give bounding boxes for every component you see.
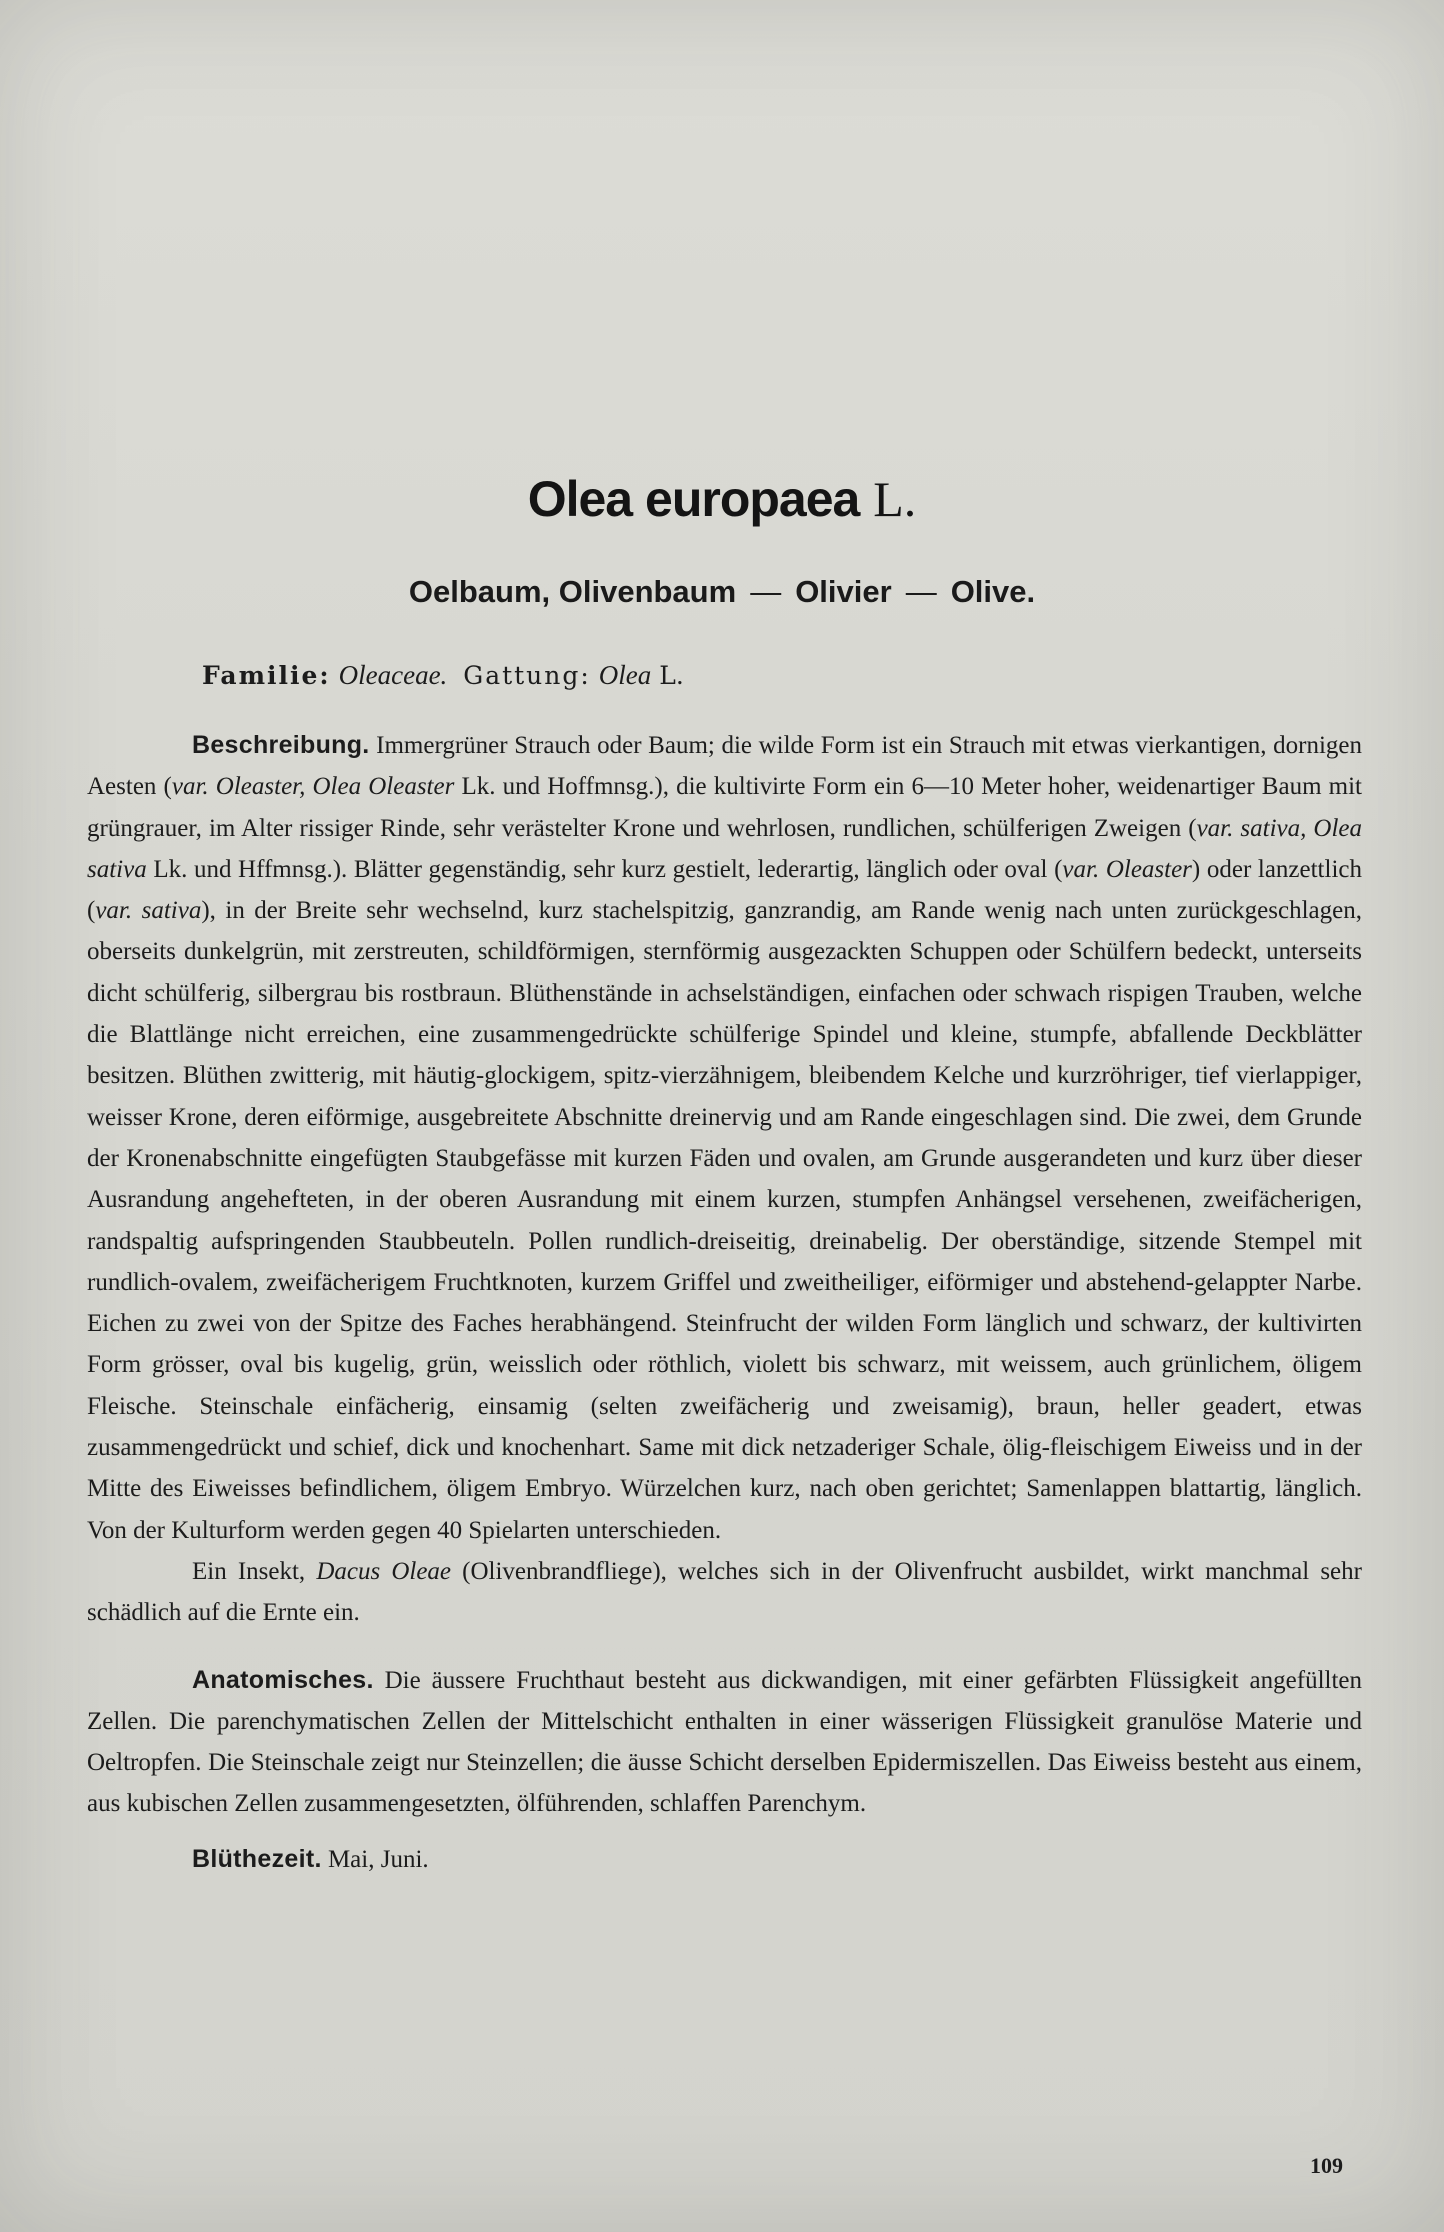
bluethezeit-heading: Blüthezeit. (192, 1844, 322, 1873)
common-names (0, 574, 1444, 610)
separator: — (750, 574, 782, 609)
text-run: Lk. und Hffmnsg.). Blätter gegenständig, sehr kurz gestielt, lederartig, länglich oder oval ( (146, 855, 1063, 883)
genus-value: Olea (598, 660, 652, 690)
genus-author: L. (659, 661, 684, 690)
text-run: Die äussere Fruchthaut besteht aus dickwandigen, mit einer gefärbten Flüssigkeit angefüllten Zellen. Die parenchymatischen Zellen der Mittelschicht enthalten in einer wässerigen Flüssigkeit granulöse Materie und Oeltropfen. Die Steinschale zeigt nur Steinzellen; die äusse Schicht derselben Epidermiszellen. Das Eiweiss besteht aus einem, aus kubischen Zellen zusammengesetzten, ölführenden, schlaffen Parenchym. (87, 1666, 1362, 1818)
italic-run: var. Oleaster, Olea Oleaster (171, 773, 455, 801)
text-run: Ein Insekt, (192, 1557, 317, 1585)
text-run: Immergrüner Strauch oder Baum; die wilde Form ist ein Strauch mit etwas vierkantigen, dornigen Aesten ( (87, 732, 1362, 801)
family-value: Oleaceae. (338, 660, 448, 690)
text-run: Lk. und Hoffmnsg.), die kultivirte Form ein 6—10 Meter hoher, weidenartiger Baum mit grüngrauer, im Alter rissiger Rinde, sehr verästelter Krone und wehrlosen, rundlichen, schülferigen Zweigen ( (87, 773, 1362, 842)
text-run: ) oder lanzettlich ( (87, 855, 1362, 925)
text-run: (Olivenbrandfliege), welches sich in der Olivenfrucht ausbildet, wirkt manchmal sehr schädlich auf die Ernte ein. (87, 1557, 1362, 1627)
insect-paragraph (87, 1551, 1362, 1634)
main-text (87, 725, 1362, 1880)
bluethezeit-paragraph (87, 1839, 1362, 1880)
text-run: ), in der Breite sehr wechselnd, kurz stachelspitzig, ganzrandig, am Rande wenig nach unten zurückgeschlagen, oberseits dunkelgrün, mit zerstreuten, schildförmigen, sternförmig ausgezackten Schuppen oder Schülfern bedeckt, unterseits dicht schülferig, silbergrau bis rostbraun. Blüthenstände in achselständigen, einfachen oder schwach rispigen Trauben, welche die Blattlänge nicht erreichen, eine zusammengedrückte schülferige Spindel und kleine, stumpfe, abfallende Deckblätter besitzen. Blüthen zwitterig, mit häutig-glockigem, spitz-vierzähnigem, bleibendem Kelche und kurzröhriger, tief vierlappiger, weisser Krone, deren eiförmige, ausgebreitete Abschnitte dreinervig und am Rande eingeschlagen sind. Die zwei, dem Grunde der Kronenabschnitte eingefügten Staubgefässe mit kurzen Fäden und ovalen, am Grunde ausgerandeten und kurz über dieser Ausrandung angehefteten, in der oberen Ausrandung mit einem kurzen, stumpfen Anhängsel versehenen, zweifächerigen, randspaltig aufspringenden Staubbeuteln. Pollen rundlich-dreiseitig, dreinabelig. Der oberständige, sitzende Stempel mit rundlich-ovalem, zweifächerigem Fruchtknoten, kurzem Griffel und zweitheiliger, eiförmiger und abstehend-gelappter Narbe. Eichen zu zwei von der Spitze des Faches herabhängend. Steinfrucht der wilden Form länglich und schwarz, der kultivirten Form grösser, oval bis kugelig, grün, weisslich oder röthlich, violett bis schwarz, mit weissem, auch grünlichem, öligem Fleische. Steinschale einfächerig, einsamig (selten zweifächerig und zweisamig), braun, heller geadert, etwas zusammengedrückt und schief, dick und knochenhart. Same mit dick netzaderiger Schale, ölig-fleischigem Eiweiss und in der Mitte des Eiweisses befindlichem, öligem Embryo. Würzelchen kurz, nach oben gerichtet; Samenlappen blattartig, länglich. Von der Kulturform werden gegen 40 Spielarten unterschieden. (87, 897, 1362, 1544)
beschreibung-heading: Beschreibung. (192, 731, 370, 759)
genus-label: Gattung: (463, 661, 591, 690)
italic-run: var. Oleaster (1062, 855, 1192, 883)
title-author: L. (873, 471, 917, 527)
page-number: 109 (1310, 2153, 1343, 2178)
anatomisches-heading: Anatomisches. (192, 1665, 374, 1694)
common-name-french: Olivier (795, 574, 892, 609)
italic-run: var. sativa (95, 897, 202, 925)
beschreibung-paragraph (87, 725, 1362, 1551)
separator: — (905, 574, 937, 609)
family-label: Familie: (202, 661, 331, 690)
text-run: Mai, Juni. (321, 1845, 429, 1873)
italic-run: var. sativa, Olea sativa (87, 814, 1363, 883)
anatomisches-paragraph (87, 1660, 1362, 1825)
common-name-german: Oelbaum, Olivenbaum (408, 574, 737, 609)
italic-run: Dacus Oleae (316, 1557, 452, 1585)
family-line (202, 660, 1362, 691)
page-title (0, 470, 1444, 528)
common-name-english: Olive. (950, 574, 1036, 609)
scientific-name: Olea europaea (527, 471, 860, 527)
